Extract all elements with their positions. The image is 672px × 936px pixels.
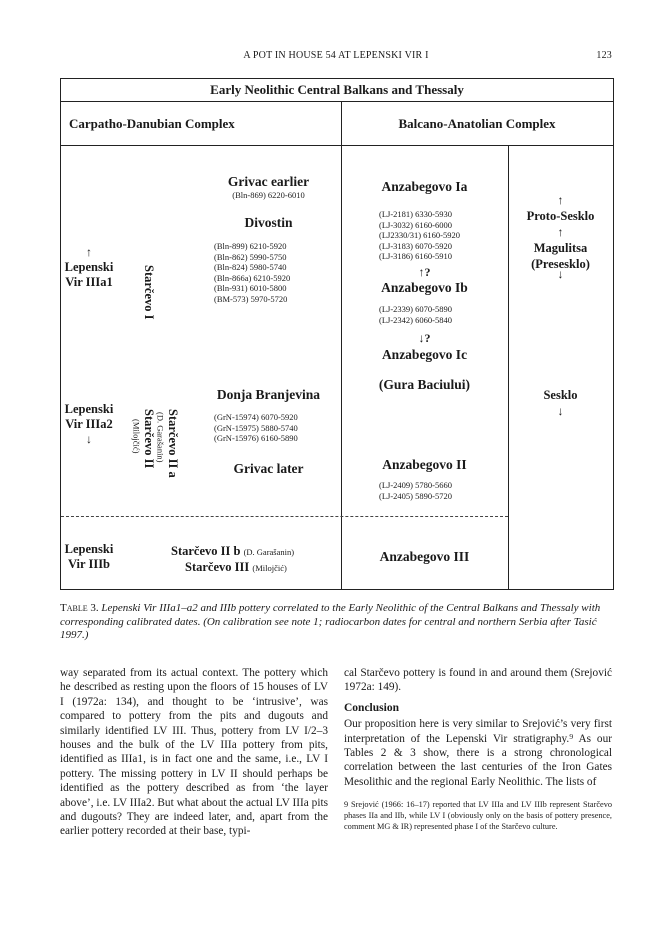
lepenski-iiib <box>61 542 117 572</box>
arrow-up-icon: ↑ <box>557 225 564 239</box>
lep3-line2: Vir IIIb <box>67 557 111 571</box>
arrow-down-icon: ↓ <box>557 267 564 281</box>
table-rule <box>61 145 613 146</box>
anzabegovo-iii: Anzabegovo III <box>379 549 470 564</box>
grivac-earlier-date: (Bln-869) 6220-6010 <box>232 190 305 200</box>
date-row: (LJ-2181) 6330-5930 <box>379 209 452 219</box>
carpatho-danubian-header: Carpatho-Danubian Complex <box>69 116 235 131</box>
date-row: (LJ-2342) 6060-5840 <box>379 314 452 325</box>
date-row: (LJ-2339) 6070-5890 <box>379 304 452 314</box>
starcevo-iib-note: (D. Garašanin) <box>243 547 295 557</box>
right-text-column <box>344 666 612 832</box>
anzabegovo-ic: Anzabegovo Ic <box>381 347 468 362</box>
section-heading: Conclusion <box>344 701 399 714</box>
caption-label: Table 3. <box>60 602 99 614</box>
arrow-up-icon: ↑ <box>557 193 564 207</box>
date-row: (Bln-866a) 6210-5920 <box>214 272 291 283</box>
date-row: (Bln-824) 5980-5740 <box>214 262 287 272</box>
page-number: 123 <box>596 50 612 61</box>
lep2-line1: Lepenski <box>64 402 114 416</box>
date-row: (LJ-3183) 6070-5920 <box>379 240 452 251</box>
anzabegovo-ii: Anzabegovo II <box>382 457 467 472</box>
starcevo-i-label: Starčevo I <box>142 265 156 320</box>
footnote: 9 Srejović (1966: 16–17) reported that LV IIIa and LV IIIb represent Starčevo phases IIa and IIb, while LV I (obviously only on the basis of pottery presence, comment MG & IR) represented phase I of the Starčevo culture. <box>344 800 612 832</box>
date-row: (Bln-899) 6210-5920 <box>214 241 287 251</box>
anz-ii-dates <box>379 480 452 501</box>
date-row: (LJ-2405) 5890-5720 <box>379 490 452 501</box>
body-paragraph: way separated from its actual context. The pottery which he described as resting upon the floors of 15 houses of LV I (1972a: 134), and thought to be ‘intrusive’, was compared to pottery from the pits and dugouts and similarly identified LV III. Thus, pottery from LV I/2–3 houses and the bulk of the LV IIIa pottery from pits, identified as IIIa1, is in fact one and the same, i.e., LV I pottery. The missing pottery in LV II should perhaps be identified as the pottery described as from ‘the layer above’, i.e. LV IIIa2. But what about the actual LV IIIa pits and dugouts? They are indeed later, and, apart from the earlier pottery recorded at their base, typi- <box>60 667 328 838</box>
table-dashed-rule <box>61 516 508 517</box>
lepenski-iiia2 <box>61 402 117 447</box>
milojcic-label: (Milojčić) <box>131 419 142 454</box>
anz-ib-dates <box>379 304 452 325</box>
presesklo: (Presesklo) <box>531 257 590 271</box>
lep3-line1: Lepenski <box>64 542 114 556</box>
date-row: (Bln-931) 6010-5800 <box>214 283 287 293</box>
garasanin-label: (D. Garašanin) <box>155 412 166 463</box>
date-row: (BM-573) 5970-5720 <box>214 293 288 304</box>
date-row: (GrN-15974) 6070-5920 <box>214 412 298 422</box>
running-title: A POT IN HOUSE 54 AT LEPENSKI VIR I <box>243 50 429 61</box>
date-row: (GrN-15976) 6160-5890 <box>214 433 298 443</box>
lepenski-iiia1 <box>61 245 117 290</box>
proto-sesklo: Proto-Sesklo <box>526 209 595 223</box>
lep2-line2: Vir IIIa2 <box>65 417 113 431</box>
proto-sesklo-group <box>508 192 613 272</box>
anz-ia-dates <box>379 209 460 262</box>
date-row: (LJ-3186) 6160-5910 <box>379 251 452 261</box>
body-paragraph: Our proposition here is very similar to Srejović’s very first interpretation of the Lepenski Vir stratigraphy.⁹ As our Tables 2 & 3 show, there is a strong chronological correlation between the last centuries of the Iron Gates Mesolithic and the regional Early Neolithic. The lists of <box>344 718 612 788</box>
donja-dates <box>214 412 298 444</box>
date-row: (LJ2330/31) 6160-5920 <box>379 230 460 240</box>
grivac-later: Grivac later <box>233 461 304 476</box>
date-row: (LJ-3032) 6160-6000 <box>379 219 452 230</box>
gura-baciului: (Gura Baciului) <box>378 377 471 392</box>
starcevo-iii-label: Starčevo III <box>185 560 250 574</box>
chronology-table <box>60 78 614 590</box>
anzabegovo-ia: Anzabegovo Ia <box>381 179 468 194</box>
anzabegovo-ib: Anzabegovo Ib <box>381 280 468 295</box>
table-rule <box>61 101 613 102</box>
divostin-dates <box>214 241 290 304</box>
table-title: Early Neolithic Central Balkans and Thessaly <box>210 82 464 97</box>
date-row: (GrN-15975) 5880-5740 <box>214 422 298 433</box>
uncertain-down-arrow: ↓? <box>418 331 431 345</box>
donja-branjevina: Donja Branjevina <box>216 387 321 402</box>
date-row: (Bln-862) 5990-5750 <box>214 251 287 262</box>
magulitsa: Magulitsa <box>533 241 588 255</box>
arrow-up-icon: ↑ <box>86 245 92 259</box>
caption-text: Lepenski Vir IIIa1–a2 and IIIb pottery correlated to the Early Neolithic of the Central Balkans and Thessaly with corresponding calibrated dates. (On calibration see note 1; radiocarbon dates for central and northern Serbia after Tasić 1997.) <box>60 602 601 641</box>
table-caption <box>60 602 612 643</box>
starcevo-iii-note: (Milojčić) <box>252 563 287 573</box>
uncertain-up-arrow: ↑? <box>418 265 431 279</box>
starcevo-iia-label: Starčevo II a <box>166 409 180 478</box>
starcevo-iib-label: Starčevo II b <box>171 544 241 558</box>
starcevo-iib <box>171 544 294 559</box>
sesklo: Sesklo <box>543 388 578 402</box>
lep1-line1: Lepenski <box>64 260 114 274</box>
grivac-earlier: Grivac earlier <box>227 174 310 189</box>
starcevo-iii <box>185 560 287 575</box>
lep1-line2: Vir IIIa1 <box>65 275 113 289</box>
arrow-down-icon: ↓ <box>86 432 92 446</box>
left-text-column <box>60 666 328 839</box>
date-row: (LJ-2409) 5780-5660 <box>379 480 452 490</box>
divostin: Divostin <box>244 215 293 230</box>
body-paragraph: cal Starčevo pottery is found in and around them (Srejović 1972a: 149). <box>344 667 612 694</box>
balcano-anatolian-header: Balcano-Anatolian Complex <box>398 116 556 131</box>
arrow-down-icon: ↓ <box>557 404 564 418</box>
starcevo-ii-label: Starčevo II <box>142 409 156 469</box>
